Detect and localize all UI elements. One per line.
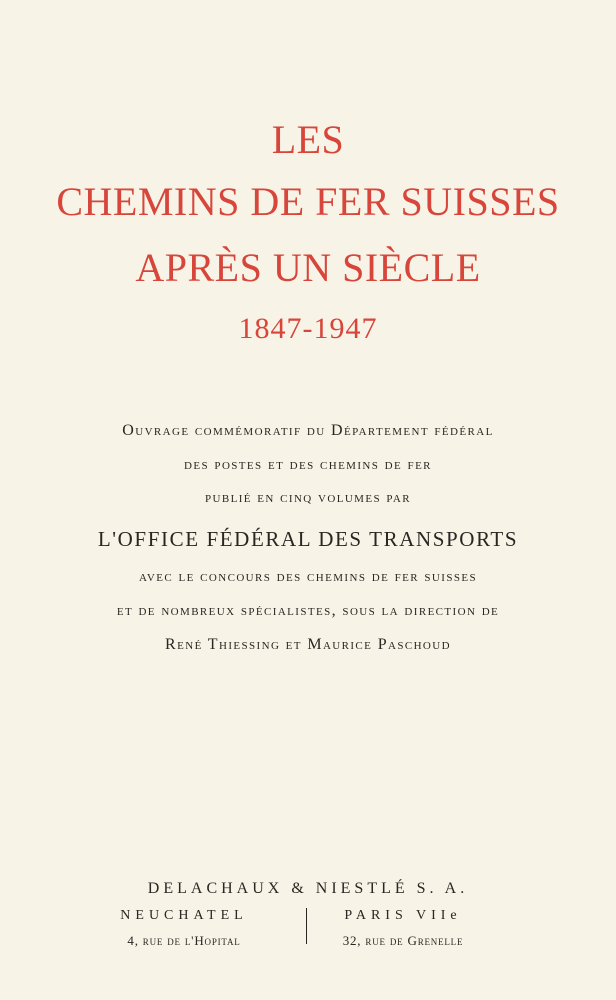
description-line-2: des postes et des chemins de fer [184,456,432,473]
publisher-left-address: 4, rue de l'Hopital [127,933,241,948]
title-line-les: LES [271,117,345,162]
publisher-left-city-block [84,908,284,949]
publisher-right-address: 32, rue de Grenelle [342,933,464,948]
description-line-5: avec le concours des chemins de fer suisses [139,568,477,585]
description-line-6: et de nombreux spécialistes, sous la direction de [116,602,500,619]
description-line-1: Ouvrage commémoratif du Département fédéral [122,422,494,439]
title-years: 1847-1947 [238,312,378,345]
description-line-3: publié en cinq volumes par [204,489,411,506]
publisher-left-city: NEUCHATEL [120,908,248,923]
publisher-right-city-block [318,908,488,949]
publisher-cities [0,908,616,948]
title-line-apres: APRÈS UN SIÈCLE [135,245,481,290]
description-authors: René Thiessing et Maurice Paschoud [165,636,451,653]
publisher-right-city: PARIS VIIe [344,908,462,923]
publisher-name: DELACHAUX & NIESTLÉ S. A. [147,880,469,897]
office-name: L'OFFICE FÉDÉRAL DES TRANSPORTS [97,527,519,551]
city-divider [306,908,307,944]
title-line-chemins: CHEMINS DE FER SUISSES [56,179,560,224]
